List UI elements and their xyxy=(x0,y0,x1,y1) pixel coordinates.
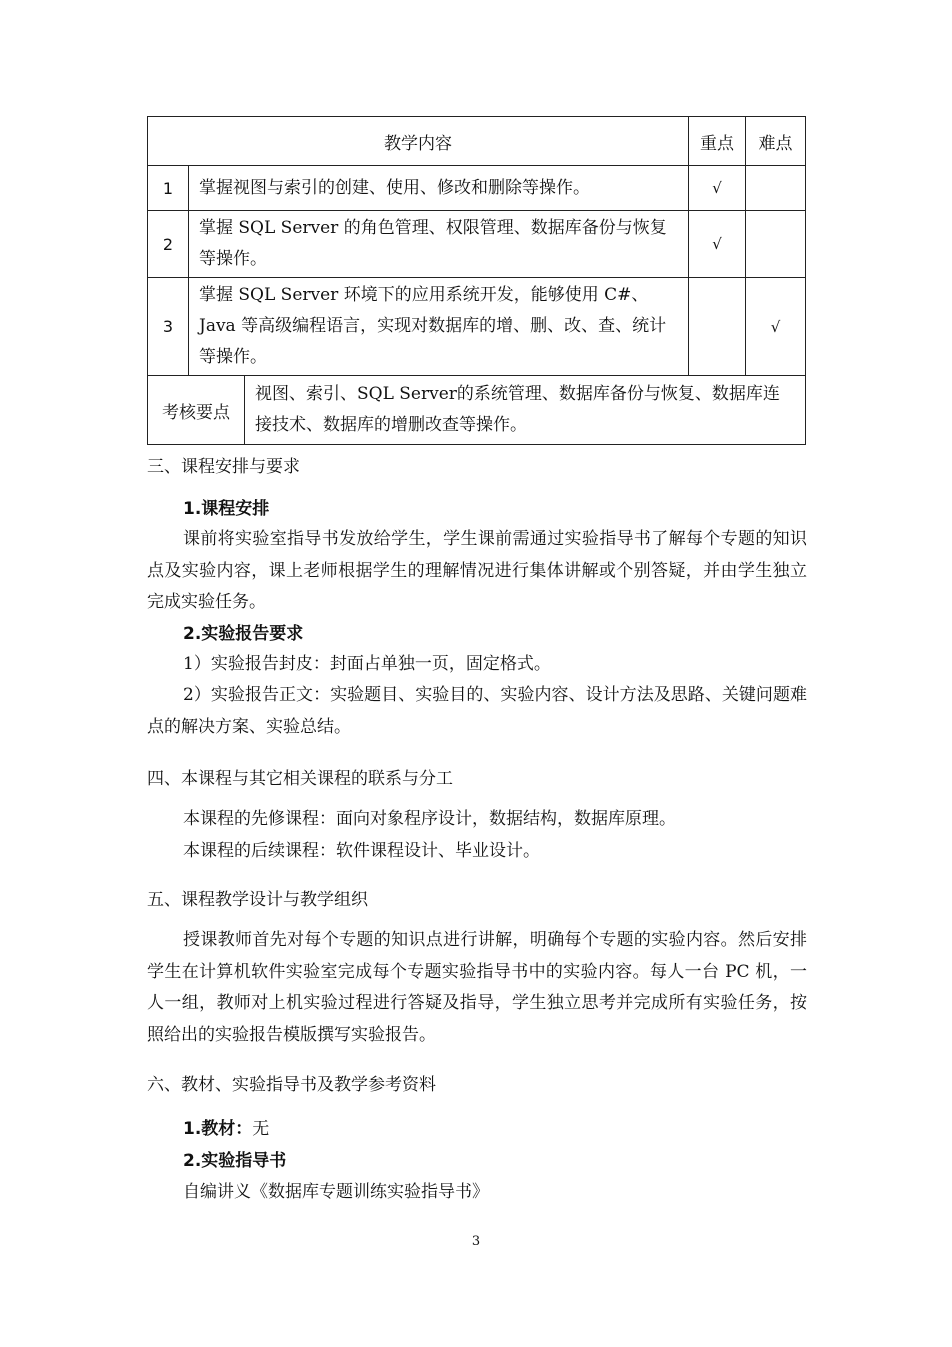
section-3-sub1: 1.课程安排 xyxy=(183,499,270,519)
textbook-label: 1.教材： xyxy=(183,1119,253,1139)
section-3 xyxy=(147,452,807,743)
table-row xyxy=(148,166,806,211)
row-difficult-mark: √ xyxy=(746,278,806,376)
exam-points-row xyxy=(148,376,806,445)
section-4-line-2: 本课程的后续课程：软件课程设计、毕业设计。 xyxy=(183,840,540,861)
textbook-value: 无 xyxy=(252,1119,270,1139)
row-difficult-mark xyxy=(746,211,806,278)
row-text: 掌握 SQL Server 环境下的应用系统开发，能够使用 C#、Java 等高级编程语言，实现对数据库的增、删、改、查、统计等操作。 xyxy=(189,278,689,376)
section-3-sub2: 2.实验报告要求 xyxy=(183,623,304,644)
table-header-row xyxy=(148,117,806,166)
section-6-title: 六、教材、实验指导书及教学参考资料 xyxy=(147,1075,436,1095)
row-number: 3 xyxy=(148,278,189,376)
section-6-sub2: 2.实验指导书 xyxy=(183,1150,287,1171)
row-difficult-mark xyxy=(746,166,806,211)
row-key-mark: √ xyxy=(689,211,746,278)
header-content: 教学内容 xyxy=(148,117,689,166)
row-text: 掌握 SQL Server 的角色管理、权限管理、数据库备份与恢复等操作。 xyxy=(189,211,689,278)
exam-points-text: 视图、索引、SQL Server的系统管理、数据库备份与恢复、数据库连接技术、数据库的增删改查等操作。 xyxy=(245,376,806,445)
section-6-guide: 自编讲义《数据库专题训练实验指导书》 xyxy=(183,1181,489,1202)
exam-points-label: 考核要点 xyxy=(148,376,245,445)
section-6-textbook xyxy=(147,1114,807,1146)
section-3-item-2: 2）实验报告正文：实验题目、实验目的、实验内容、设计方法及思路、关键问题难点的解决方案、实验总结。 xyxy=(147,685,807,737)
section-3-item-1: 1）实验报告封皮：封面占单独一页，固定格式。 xyxy=(183,653,551,674)
section-5-paragraph: 授课教师首先对每个专题的知识点进行讲解，明确每个专题的实验内容。然后安排学生在计算机软件实验室完成每个专题实验指导书中的实验内容。每人一台 PC 机，一人一组，教师对上机实验过程进行答疑及指导，学生独立思考并完成所有实验任务，按照给出的实验报告模版撰写实验报告。 xyxy=(147,930,807,1045)
teaching-content-table xyxy=(147,116,806,445)
row-key-mark xyxy=(689,278,746,376)
section-6 xyxy=(147,1070,807,1208)
header-key: 重点 xyxy=(689,117,746,166)
header-difficult: 难点 xyxy=(746,117,806,166)
section-3-title: 三、课程安排与要求 xyxy=(147,457,300,477)
section-5-title: 五、课程教学设计与教学组织 xyxy=(147,890,368,910)
section-4 xyxy=(147,764,807,867)
row-number: 2 xyxy=(148,211,189,278)
table-row xyxy=(148,211,806,278)
section-4-line-1: 本课程的先修课程：面向对象程序设计，数据结构，数据库原理。 xyxy=(183,809,676,829)
row-key-mark: √ xyxy=(689,166,746,211)
row-text: 掌握视图与索引的创建、使用、修改和删除等操作。 xyxy=(189,166,689,211)
table-row xyxy=(148,278,806,376)
page-number: 3 xyxy=(471,1234,481,1249)
row-number: 1 xyxy=(148,166,189,211)
section-5 xyxy=(147,885,807,1051)
section-3-paragraph: 课前将实验室指导书发放给学生，学生课前需通过实验指导书了解每个专题的知识点及实验内容，课上老师根据学生的理解情况进行集体讲解或个别答疑，并由学生独立完成实验任务。 xyxy=(147,529,807,612)
section-4-title: 四、本课程与其它相关课程的联系与分工 xyxy=(147,769,453,789)
